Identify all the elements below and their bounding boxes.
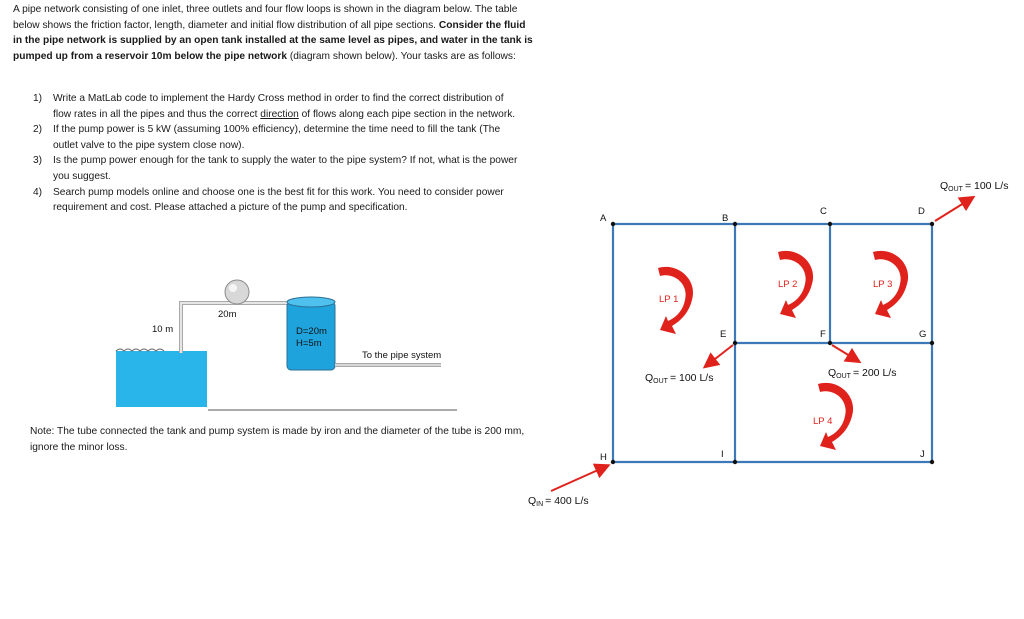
node-d xyxy=(930,222,934,226)
node-label-f: F xyxy=(820,329,826,340)
node-g xyxy=(930,341,934,345)
node-a xyxy=(611,222,615,226)
node-j xyxy=(930,460,934,464)
q-symbol: Q xyxy=(645,372,654,384)
loop-label-2: LP 2 xyxy=(778,279,798,290)
q-subscript: IN xyxy=(536,501,544,508)
task-underlined-word: direction xyxy=(260,108,299,120)
node-f xyxy=(828,341,832,345)
task-number: 2) xyxy=(33,124,43,136)
tank-diameter-label: D=20m xyxy=(296,326,327,337)
tank-height-label: H=5m xyxy=(296,338,322,349)
q-symbol: Q xyxy=(828,367,837,379)
q-symbol: Q xyxy=(940,180,949,192)
q-subscript: OUT xyxy=(836,373,851,380)
outlet-label: To the pipe system xyxy=(362,350,442,361)
outflow-label-f xyxy=(828,367,896,380)
loop-label-4: LP 4 xyxy=(813,416,833,427)
label-20m: 20m xyxy=(218,309,237,320)
inflow-label xyxy=(528,495,589,508)
node-label-a: A xyxy=(600,213,607,224)
node-i xyxy=(733,460,737,464)
task-text: Write a MatLab code to implement the Hardy Cross method in order to find the correct distribution of flow rates in all the pipes and thus the correct xyxy=(53,93,504,120)
task-text-end: of flows along each pipe section in the network. xyxy=(301,108,516,120)
q-subscript: OUT xyxy=(653,378,668,385)
outflow-label-e xyxy=(645,372,713,385)
node-label-j: J xyxy=(920,449,925,460)
node-label-i: I xyxy=(721,449,724,460)
inflow-arrow-h xyxy=(551,466,607,491)
intro-text: A pipe network consisting of one inlet, three outlets and four flow loops is shown in the diagram below. The table below shows the friction factor, length, diameter and initial flow distribution of all pipe sections. xyxy=(13,4,518,31)
node-label-d: D xyxy=(918,206,925,217)
intro-text-end: (diagram shown below). Your tasks are as follows: xyxy=(289,50,516,62)
node-label-c: C xyxy=(820,206,827,217)
intro-bold-text: Consider the fluid in the pipe network is supplied by an open tank installed at the same level as pipes, and water in the tank is pumped up from a reservoir 10m below the pipe network xyxy=(13,19,533,62)
node-c xyxy=(828,222,832,226)
outflow-arrow-e xyxy=(706,345,733,366)
node-b xyxy=(733,222,737,226)
q-value: = 100 L/s xyxy=(964,180,1009,192)
q-value: = 400 L/s xyxy=(545,495,589,507)
label-10m: 10 m xyxy=(152,324,174,335)
node-label-e: E xyxy=(720,329,727,340)
task-number: 1) xyxy=(33,93,43,104)
q-symbol: Q xyxy=(528,495,537,507)
outflow-arrow-f xyxy=(832,345,858,361)
pipes xyxy=(613,224,932,462)
task-text: Is the pump power enough for the tank to supply the water to the pipe system? If not, what is the power you suggest. xyxy=(53,155,518,182)
task-number: 3) xyxy=(33,155,43,167)
task-text: If the pump power is 5 kW (assuming 100% efficiency), determine the time need to fill the tank (The outlet valve to the pipe system close now). xyxy=(53,124,501,151)
note-text: Note: The tube connected the tank and pump system is made by iron and the diameter of the tube is 200 mm, ignore the minor loss. xyxy=(30,426,525,453)
outflow-arrow-d xyxy=(935,198,972,221)
q-value: = 100 L/s xyxy=(669,372,714,384)
loop-label-1: LP 1 xyxy=(659,294,679,305)
node-label-g: G xyxy=(919,329,927,340)
node-e xyxy=(733,341,737,345)
q-subscript: OUT xyxy=(948,186,963,193)
task-number: 4) xyxy=(33,186,43,198)
q-value: = 200 L/s xyxy=(852,367,897,379)
loop-label-3: LP 3 xyxy=(873,279,893,290)
outflow-label-d xyxy=(940,180,1008,193)
task-text: Search pump models online and choose one is the best fit for this work. You need to consider power requirement and cost. Please attached a picture of the pump and specification. xyxy=(53,186,504,214)
node-label-h: H xyxy=(600,452,607,463)
node-h xyxy=(611,460,615,464)
node-label-b: B xyxy=(722,213,729,224)
